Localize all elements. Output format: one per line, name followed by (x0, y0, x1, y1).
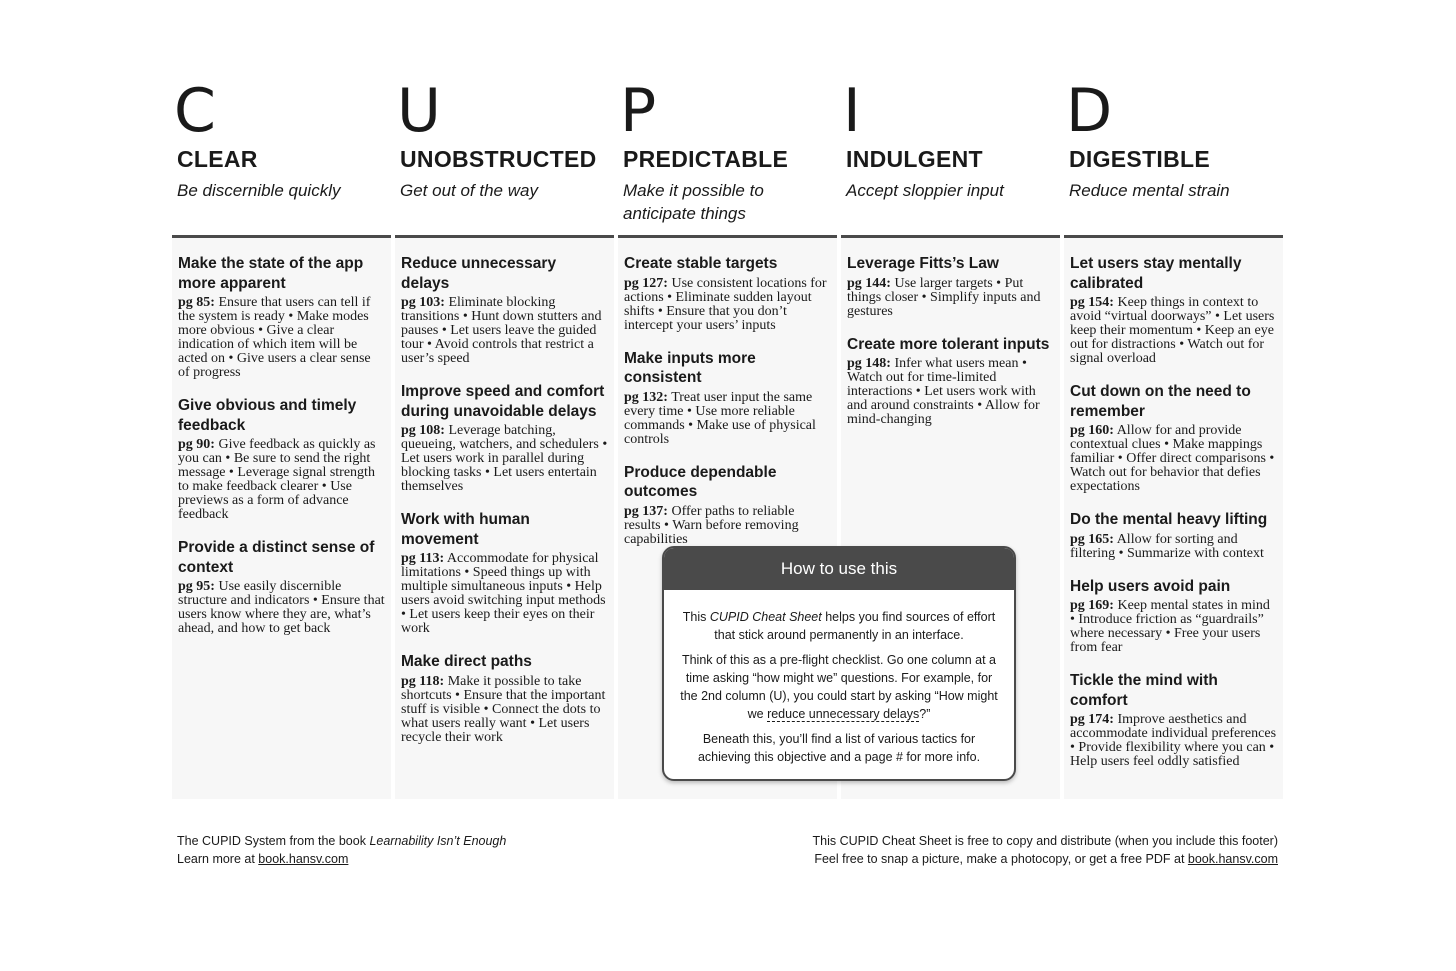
column-word: CLEAR (177, 146, 258, 172)
column-header-predictable (618, 76, 837, 225)
tactic-text: Ensure that users can tell if the system is ready • Make modes more obvious • Give a clear indication of which item will be acted on • Give users a clear sense of progress (178, 295, 371, 380)
tactic-title: Tickle the mind with comfort (1070, 672, 1218, 709)
tactic-text: Use consistent locations for actions • Eliminate sudden layout shifts • Ensure that you don’t intercept your users’ inputs (624, 275, 827, 333)
column-letter: D (1066, 76, 1113, 146)
tactic-title: Make direct paths (401, 653, 532, 670)
page-ref: pg 148: (847, 356, 891, 371)
tactic-title: Provide a distinct sense of context (178, 539, 375, 576)
tactic-title: Create stable targets (624, 255, 778, 272)
text-span: Learn more at (177, 852, 259, 866)
column-word: UNOBSTRUCTED (400, 146, 597, 172)
tactic-body (1070, 296, 1277, 366)
tactics-panel-clear (172, 235, 391, 799)
tactic-item (401, 510, 608, 636)
page-ref: pg 90: (178, 437, 215, 452)
footer-pdf-line (812, 850, 1278, 868)
tactic-body (1070, 533, 1277, 561)
tactics-panel-unobstructed (395, 235, 614, 799)
tactic-body (178, 296, 385, 380)
tactic-title: Reduce unnecessary delays (401, 255, 557, 292)
tactic-item (1070, 671, 1277, 769)
column-tagline: Make it possible to anticipate things (623, 181, 764, 223)
tactic-item (401, 382, 608, 494)
tactic-text: Keep things in context to avoid “virtual doorways” • Let users keep their momentum • Keep an eye out for distractions • Watch out for signal overload (1070, 295, 1275, 366)
tactic-item (178, 538, 385, 636)
tactic-body (1070, 424, 1277, 494)
tactic-text: Accommodate for physical limitations • Speed things up with multiple simultaneous inputs • Help users avoid switching input methods • Let users keep their eyes on their work (401, 551, 606, 636)
tactic-body (401, 675, 608, 745)
tactic-title: Give obvious and timely feedback (178, 397, 357, 434)
footer-learn-line (177, 850, 506, 868)
page-ref: pg 165: (1070, 531, 1114, 547)
tactic-title: Help users avoid pain (1070, 577, 1231, 595)
column-header-indulgent (841, 76, 1060, 202)
tactic-title: Improve speed and comfort during unavoidable delays (401, 383, 605, 420)
tactic-body (847, 277, 1054, 319)
tactic-item (1070, 510, 1277, 561)
tactic-body (1070, 713, 1277, 769)
tactic-body (401, 552, 608, 636)
column-letter: P (620, 76, 657, 146)
underlined-phrase: reduce unnecessary delays (767, 707, 920, 721)
text-span: ?” (919, 707, 931, 721)
book-title: Learnability Isn’t Enough (369, 834, 507, 848)
text-span: The CUPID System from the book (177, 834, 370, 848)
page-ref: pg 103: (401, 295, 445, 310)
tactic-title: Work with human movement (401, 511, 530, 548)
footer-license-line: This CUPID Cheat Sheet is free to copy and distribute (when you include this footer) (812, 834, 1278, 848)
tactic-body (178, 580, 385, 636)
tactic-item (624, 463, 831, 547)
tactic-title: Leverage Fitts’s Law (847, 255, 999, 272)
tactic-text: Use larger targets • Put things closer • Simplify inputs and gestures (847, 275, 1041, 319)
tactic-text: Treat user input the same every time • Use more reliable commands • Make use of physical controls (624, 389, 816, 447)
pdf-link[interactable]: book.hansv.com (1187, 852, 1278, 866)
tactic-item (178, 254, 385, 380)
how-to-paragraph (678, 608, 1000, 644)
page-ref: pg 174: (1070, 712, 1114, 727)
tactic-text: Allow for sorting and filtering • Summarize with context (1070, 531, 1264, 561)
page-ref: pg 85: (178, 295, 215, 310)
tactic-text: Give feedback as quickly as you can • Be sure to send the right message • Leverage signal strength to make feedback clearer • Use previews as a form of advance feedback (178, 437, 376, 522)
tactic-item (1070, 382, 1277, 494)
text-span: Think of this as a pre-flight checklist. Go one column at a time asking “how might we” questions. For example, for the 2nd column (U), you could start by asking “How might we (680, 653, 998, 721)
tactic-item (847, 254, 1054, 319)
column-word: DIGESTIBLE (1069, 146, 1211, 172)
tactic-title: Make the state of the app more apparent (178, 255, 364, 292)
column-tagline: Reduce mental strain (1069, 181, 1230, 200)
tactic-title: Let users stay mentally calibrated (1070, 255, 1242, 292)
book-link[interactable]: book.hansv.com (258, 852, 349, 866)
tactic-item (624, 254, 831, 333)
page-ref: pg 113: (401, 551, 445, 566)
tactic-title: Produce dependable outcomes (624, 463, 777, 500)
tactic-item (401, 652, 608, 745)
tactic-body (178, 438, 385, 522)
footer-book-line (177, 832, 506, 850)
tactic-text: Eliminate blocking transitions • Hunt down stutters and pauses • Let users leave the guided tour • Avoid controls that restrict a user’s speed (401, 295, 602, 366)
tactic-text: Offer paths to reliable results • Warn before removing capabilities (624, 503, 799, 547)
tactic-body (401, 424, 608, 494)
tactic-item (847, 335, 1054, 428)
page-ref: pg 127: (624, 275, 668, 291)
page-ref: pg 108: (401, 423, 445, 438)
how-to-use-body (664, 590, 1014, 766)
column-letter: I (843, 76, 861, 146)
page-ref: pg 169: (1070, 598, 1114, 613)
tactic-item (401, 254, 608, 366)
how-to-use-card (662, 546, 1016, 781)
tactic-item (624, 349, 831, 447)
tactic-text: Allow for and provide contextual clues • Make mappings familiar • Offer direct comparisons • Watch out for behavior that defies expectations (1070, 423, 1275, 494)
column-header-clear (172, 76, 391, 202)
tactic-item (1070, 577, 1277, 656)
tactic-body (624, 505, 831, 547)
column-word: PREDICTABLE (623, 146, 789, 172)
tactic-item (178, 396, 385, 522)
page-ref: pg 144: (847, 275, 891, 291)
tactic-text: Improve aesthetics and accommodate individual preferences • Provide flexibility where you can • Help users feel oddly satisfied (1070, 712, 1277, 769)
column-tagline: Be discernible quickly (177, 181, 341, 200)
column-tagline: Get out of the way (400, 181, 538, 200)
page-ref: pg 160: (1070, 423, 1114, 438)
tactic-text: Use easily discernible structure and indicators • Ensure that users know where they are, what’s ahead, and how to get back (178, 579, 385, 636)
cheat-sheet-emphasis: CUPID Cheat Sheet (709, 610, 822, 624)
text-span: helps you find sources of effort that stick around permanently in an interface. (714, 610, 996, 642)
tactic-body (847, 357, 1054, 427)
tactic-text: Leverage batching, queueing, watchers, and schedulers • Let users work in parallel during blocking tasks • Let users entertain themselves (401, 423, 608, 494)
tactic-body (624, 391, 831, 447)
page-ref: pg 95: (178, 579, 215, 594)
tactic-body (1070, 599, 1277, 655)
tactic-body (624, 277, 831, 333)
tactic-text: Infer what users mean • Watch out for time-limited interactions • Let users work with and around constraints • Allow for mind-changing (847, 356, 1040, 427)
tactic-text: Keep mental states in mind • Introduce friction as “guardrails” where necessary • Free your users from fear (1070, 598, 1270, 655)
column-header-digestible (1064, 76, 1283, 202)
tactic-body (401, 296, 608, 366)
tactics-panel-digestible (1064, 235, 1283, 799)
how-to-paragraph (678, 651, 1000, 723)
footer-right (812, 832, 1278, 868)
column-tagline: Accept sloppier input (846, 181, 1004, 200)
column-header-unobstructed (395, 76, 614, 202)
column-letter: U (397, 76, 441, 146)
page-ref: pg 154: (1070, 295, 1114, 310)
text-span: Feel free to snap a picture, make a photocopy, or get a free PDF at (814, 852, 1188, 866)
page-ref: pg 118: (401, 673, 445, 689)
tactic-title: Cut down on the need to remember (1070, 383, 1251, 420)
tactic-title: Create more tolerant inputs (847, 335, 1050, 353)
tactic-title: Make inputs more consistent (624, 349, 756, 386)
page-ref: pg 132: (624, 389, 668, 405)
column-word: INDULGENT (846, 146, 983, 172)
how-to-paragraph: Beneath this, you’ll find a list of various tactics for achieving this objective and a page # for more info. (697, 732, 981, 764)
page-ref: pg 137: (624, 503, 668, 519)
text-span: This (682, 610, 710, 624)
tactic-item (1070, 254, 1277, 366)
tactic-text: Make it possible to take shortcuts • Ensure that the important stuff is visible • Connect the dots to what users really want • Let users recycle their work (401, 673, 606, 745)
tactic-title: Do the mental heavy lifting (1070, 511, 1268, 528)
column-letter: C (174, 76, 216, 146)
how-to-use-title: How to use this (664, 548, 1014, 590)
footer-left (177, 832, 506, 868)
